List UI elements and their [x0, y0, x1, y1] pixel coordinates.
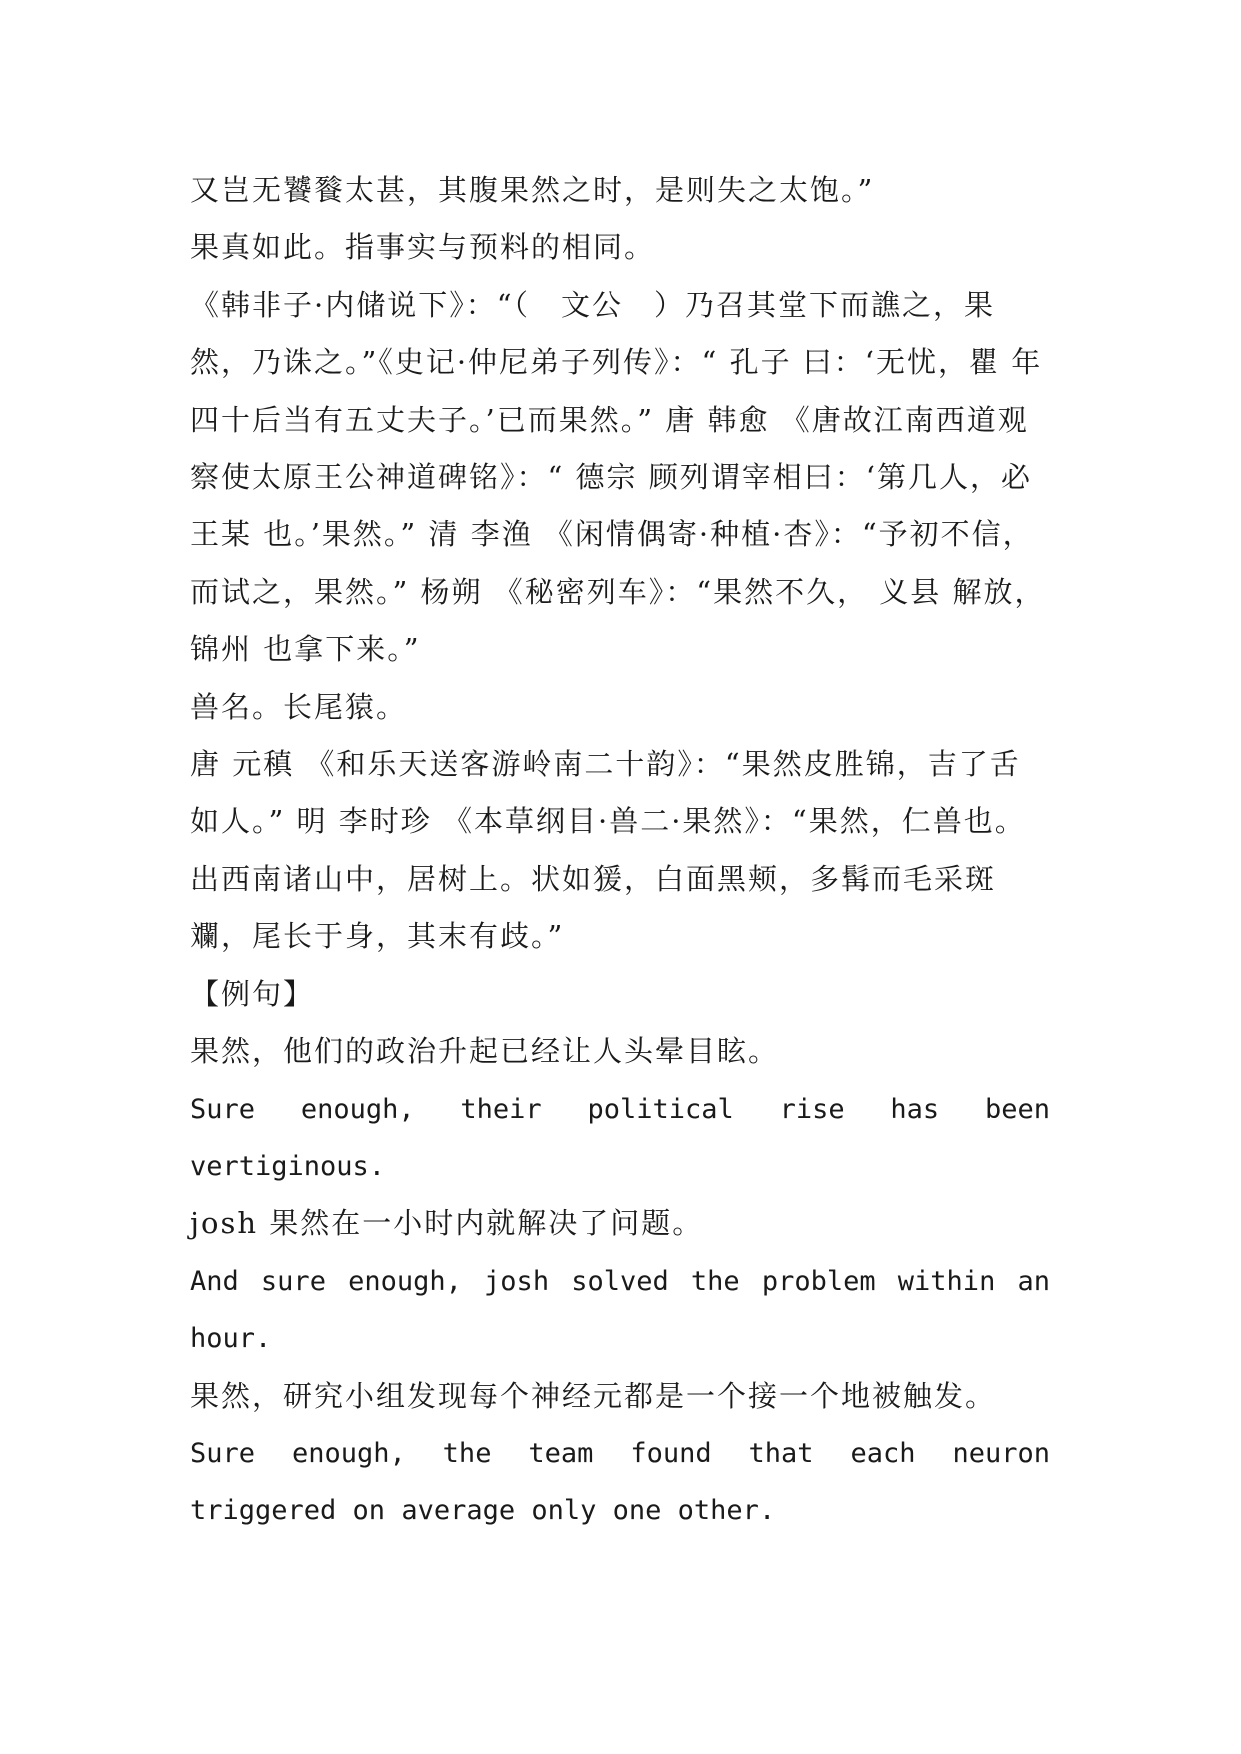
paragraph-definition-1: 果真如此。指事实与预料的相同。	[190, 230, 656, 265]
example-en-1: Sure enough, their political rise has been vertiginous.	[190, 1093, 1050, 1182]
paragraph-citations-2: 唐 元稹 《和乐天送客游岭南二十韵》：“果然皮胜锦，吉了舌如人。” 明 李时珍 《本草纲目·兽二·果然》：“果然，仁兽也。出西南诸山中，居树上。状如猨，白面黑颊，多髯而毛采斑斕，尾长于身，其末有歧。”	[190, 747, 1026, 954]
paragraph-continuation: 又岂无饕餮太甚，其腹果然之时，是则失之太饱。”	[190, 173, 875, 207]
paragraph-citations-1: 《韩非子·内储说下》：“（ 文公 ）乃召其堂下而譙之，果然，乃诛之。”《史记·仲尼弟子列传》：“ 孔子 曰：‘无忧，瞿 年四十后当有五丈夫子。’已而果然。” 唐 韩愈 《唐故江南西道观察使太原王公神道碑铭》：“ 德宗 顾列谓宰相曰：‘第几人，必 王某 也。’果然。” 清 李渔 《闲情偶寄·种植·杏》：“予初不信，而试之，果然。” 杨朔 《秘密列车》：“果然不久， 义县 解放， 锦州 也拿下来。”	[190, 287, 1046, 667]
example-cn-1: 果然，他们的政治升起已经让人头晕目眩。	[190, 1034, 780, 1069]
example-en-2: And sure enough, josh solved the problem within an hour.	[190, 1265, 1050, 1355]
section-heading-examples: 【例句】	[190, 976, 315, 1011]
example-en-3: Sure enough, the team found that each neuron triggered on average only one other.	[190, 1437, 1050, 1527]
document-body	[190, 162, 1050, 1540]
example-cn-2: josh 果然在一小时内就解决了问题。	[190, 1206, 704, 1241]
example-cn-3: 果然，研究小组发现每个神经元都是一个接一个地被触发。	[190, 1378, 997, 1413]
paragraph-definition-2: 兽名。长尾猿。	[190, 689, 408, 724]
